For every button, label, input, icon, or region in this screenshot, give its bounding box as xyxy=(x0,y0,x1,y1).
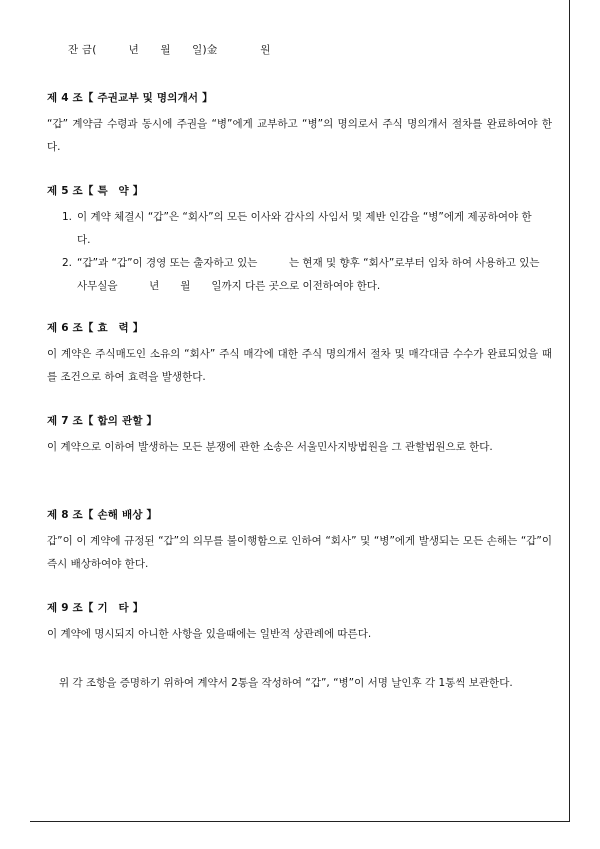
article-9-body: 이 계약에 명시되지 아니한 사항을 있을때에는 일반적 상관례에 따른다. xyxy=(47,628,372,640)
article-5-heading: 제 5 조【 특 약 】 xyxy=(47,185,144,197)
item-text: 이 계약 체결시 “갑”은 “회사”의 모든 이사와 감사의 사임서 및 제반 인감을 “병”에게 제공하여야 한다. xyxy=(77,211,532,246)
article-7-body: 이 계약으로 이하여 발생하는 모든 분쟁에 관한 소송은 서울민사지방법원을 그 관할법원으로 한다. xyxy=(47,441,493,453)
item-number: 1. xyxy=(62,211,73,223)
article-4-body: “갑” 계약금 수령과 동시에 주권을 “병”에게 교부하고 “병”의 명의로서 주식 명의개서 절차를 완료하여야 한다. xyxy=(47,118,552,153)
article-6-heading: 제 6 조【 효 력 】 xyxy=(47,322,144,334)
article-6-body: 이 계약은 주식매도인 소유의 “회사” 주식 매각에 대한 주식 명의개서 절차 및 매각대금 수수가 완료되었을 때를 조건으로 하여 효력을 발생한다. xyxy=(47,348,552,383)
article-5-item-1 xyxy=(62,206,542,252)
balance-line: 잔 금( 년 월 일)金 원 xyxy=(68,44,271,56)
article-8-body: 갑”이 이 계약에 규정된 “갑”의 의무를 불이행함으로 인하여 “회사” 및 “병”에게 발생되는 모든 손해는 “갑”이 즉시 배상하여야 한다. xyxy=(47,535,552,570)
article-5-item-2 xyxy=(62,252,542,298)
item-number: 2. xyxy=(62,257,73,269)
article-4-heading: 제 4 조【 주권교부 및 명의개서 】 xyxy=(47,92,213,104)
item-text: “갑”과 “갑”이 경영 또는 출자하고 있는 는 현재 및 향후 “회사”로부터 임차 하여 사용하고 있는 사무실을 년 월 일까지 다른 곳으로 이전하여야 한다. xyxy=(77,257,540,292)
closing-statement: 위 각 조항을 증명하기 위하여 계약서 2통을 작성하여 “갑”, “병”이 서명 날인후 각 1통씩 보관한다. xyxy=(59,677,513,689)
article-7-heading: 제 7 조【 합의 관할 】 xyxy=(47,415,158,427)
article-9-heading: 제 9 조【 기 타 】 xyxy=(47,602,144,614)
article-8-heading: 제 8 조【 손해 배상 】 xyxy=(47,509,158,521)
